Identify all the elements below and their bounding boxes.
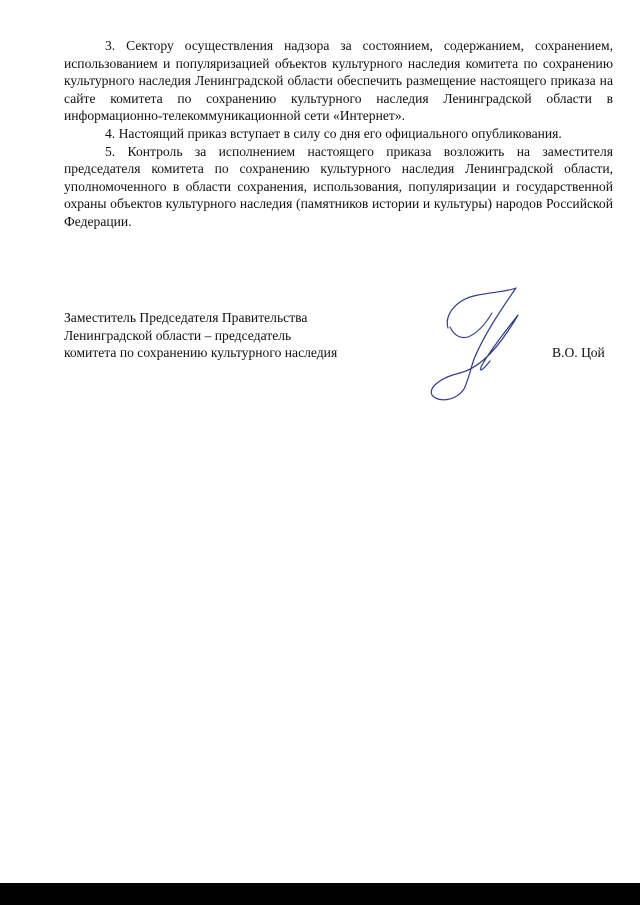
paragraph-4: 4. Настоящий приказ вступает в силу со дня его официального опубликования. (105, 125, 562, 141)
signatory-name: В.О. Цой (552, 345, 605, 360)
signature-stroke-loop (450, 313, 492, 338)
handwritten-signature (420, 283, 530, 408)
signatory-title-line-1: Заместитель Председателя Правительства (64, 310, 308, 325)
signatory-title (64, 309, 337, 362)
order-body (64, 37, 613, 231)
paragraph-5: 5. Контроль за исполнением настоящего приказа возложить на заместителя председателя комитета по сохранению культурного наследия Ленинградской области, уполномоченного в области сохранения, использования, популяризации и государственной охраны объектов культурного наследия (памятников истории и культуры) народов Российской Федерации. (64, 143, 613, 229)
paragraph-3: 3. Сектору осуществления надзора за состоянием, содержанием, сохранением, использованием и популяризацией объектов культурного наследия комитета по сохранению культурного наследия Ленинградской области обеспечить размещение настоящего приказа на сайте комитета по сохранению культурного наследия Ленинградской области в информационно-телекоммуникационной сети «Интернет». (64, 38, 613, 124)
signatory-title-line-2: Ленинградской области – председатель (64, 327, 292, 343)
signature-stroke (431, 288, 518, 400)
scan-bottom-edge (0, 883, 640, 905)
signatory-title-line-3: комитета по сохранению культурного наследия (64, 345, 338, 361)
